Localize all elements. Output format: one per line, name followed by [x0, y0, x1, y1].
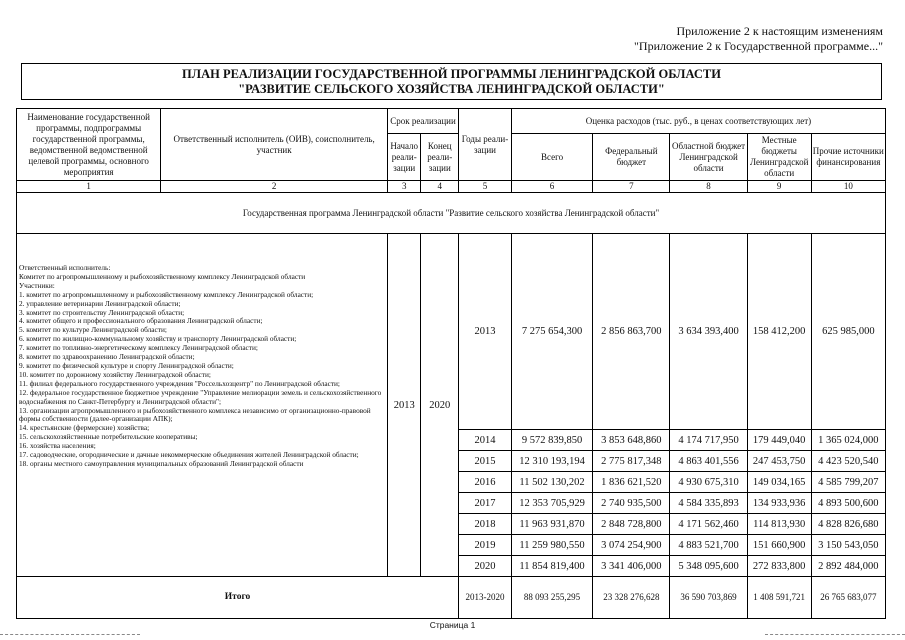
row-local: 114 813,930: [747, 514, 811, 535]
row-other: 4 828 826,680: [811, 514, 885, 535]
row-federal: 3 341 406,000: [593, 556, 670, 577]
row-year: 2020: [459, 556, 512, 577]
document-title: [21, 63, 882, 100]
row-other: 625 985,000: [811, 234, 885, 430]
executor-line: 2. управление ветеринарии Ленинградской области;: [19, 298, 181, 308]
header-years: Годы реали-зации: [459, 109, 512, 181]
appendix-line-2: "Приложение 2 к Государственной программе...": [634, 39, 883, 53]
executor-line: 17. садоводческие, огороднические и дачные некоммерческие объединения жителей Ленинградской области;: [19, 450, 359, 460]
executor-line: 11. филиал федерального государственного учреждения "Россельхозцентр" по Ленинградской области;: [19, 378, 340, 388]
col-number: 7: [593, 181, 670, 193]
header-regional: Областной бюджет Ленинградской области: [670, 134, 747, 181]
row-other: 4 893 500,600: [811, 493, 885, 514]
row-year: 2018: [459, 514, 512, 535]
header-end: Конец реали-зации: [421, 134, 459, 181]
appendix-note: [563, 24, 883, 54]
executor-line: 7. комитет по топливно-энергетическому комплексу Ленинградской области;: [19, 343, 258, 353]
row-other: 4 585 799,207: [811, 472, 885, 493]
row-local: 158 412,200: [747, 234, 811, 430]
row-local: 134 933,936: [747, 493, 811, 514]
scan-edge-line: [765, 634, 905, 635]
scan-edge-line: [0, 634, 140, 635]
executor-line: 16. хозяйства населения;: [19, 441, 96, 451]
executor-line: 8. комитет по здравоохранению Ленинградской области;: [19, 352, 195, 362]
row-total: 11 963 931,870: [511, 514, 592, 535]
executor-line: 10. комитет по дорожному хозяйству Ленинградской области;: [19, 369, 211, 379]
row-other: 3 150 543,050: [811, 535, 885, 556]
row-total: 9 572 839,850: [511, 430, 592, 451]
executors-list: [17, 234, 388, 577]
row-federal: 3 853 648,860: [593, 430, 670, 451]
row-other: 1 365 024,000: [811, 430, 885, 451]
total-federal: 23 328 276,628: [593, 577, 670, 619]
executor-line: 4. комитет общего и профессионального образования Ленинградской области;: [19, 316, 263, 326]
col-number: 10: [811, 181, 885, 193]
plan-table: [16, 108, 886, 619]
executor-line: 5. комитет по культуре Ленинградской области;: [19, 325, 167, 335]
program-title: Государственная программа Ленинградской области "Развитие сельского хозяйства Ленинградской области": [17, 193, 886, 234]
executor-line: 12. федеральное государственное бюджетное учреждение "Управление мелиорации земель и сельскохозяйственного водоснабжения по Санкт-Петербургу и Ленинградской области";: [19, 387, 382, 406]
start-year: 2013: [387, 234, 421, 577]
executor-line: 18. органы местного самоуправления муниципальных образований Ленинградской области: [19, 458, 304, 468]
row-regional: 4 930 675,310: [670, 472, 747, 493]
executor-line: 15. сельскохозяйственные потребительские кооперативы;: [19, 432, 198, 442]
col-number: 8: [670, 181, 747, 193]
row-local: 179 449,040: [747, 430, 811, 451]
row-local: 272 833,800: [747, 556, 811, 577]
total-years: 2013-2020: [459, 577, 512, 619]
row-total: 12 310 193,194: [511, 451, 592, 472]
col-number: 2: [161, 181, 388, 193]
title-line-1: ПЛАН РЕАЛИЗАЦИИ ГОСУДАРСТВЕННОЙ ПРОГРАММЫ ЛЕНИНГРАДСКОЙ ОБЛАСТИ: [182, 67, 721, 81]
total-total: 88 093 255,295: [511, 577, 592, 619]
header-start: Начало реали-зации: [387, 134, 421, 181]
executor-line: 3. комитет по строительству Ленинградской области;: [19, 307, 185, 317]
row-year: 2017: [459, 493, 512, 514]
header-other: Прочие источники финансирования: [811, 134, 885, 181]
total-regional: 36 590 703,869: [670, 577, 747, 619]
executor-line: 13. организации агропромышленного и рыбохозяйственного комплекса независимо от организационно-правовой формы собственности (далее-организации АПК);: [19, 405, 371, 424]
row-federal: 2 856 863,700: [593, 234, 670, 430]
executor-line: Участники:: [19, 280, 55, 290]
row-regional: 4 171 562,460: [670, 514, 747, 535]
header-name: Наименование государственной программы, подпрограммы государственной программы, ведомственной ведомственной целевой программы, основного мероприятия: [17, 109, 161, 181]
total-local: 1 408 591,721: [747, 577, 811, 619]
total-label: Итого: [17, 577, 459, 619]
row-local: 247 453,750: [747, 451, 811, 472]
row-other: 4 423 520,540: [811, 451, 885, 472]
col-number: 9: [747, 181, 811, 193]
header-total: Всего: [511, 134, 592, 181]
row-regional: 4 584 335,893: [670, 493, 747, 514]
row-total: 11 502 130,202: [511, 472, 592, 493]
end-year: 2020: [421, 234, 459, 577]
header-federal: Федеральный бюджет: [593, 134, 670, 181]
title-line-2: "РАЗВИТИЕ СЕЛЬСКОГО ХОЗЯЙСТВА ЛЕНИНГРАДСКОЙ ОБЛАСТИ": [238, 82, 665, 96]
page-footer: Страница 1: [429, 620, 476, 630]
col-number: 1: [17, 181, 161, 193]
executor-line: 6. комитет по жилищно-коммунальному хозяйству и транспорту Ленинградской области;: [19, 334, 297, 344]
header-term: Срок реализации: [387, 109, 458, 134]
row-year: 2015: [459, 451, 512, 472]
row-federal: 3 074 254,900: [593, 535, 670, 556]
total-other: 26 765 683,077: [811, 577, 885, 619]
row-total: 11 259 980,550: [511, 535, 592, 556]
row-regional: 4 883 521,700: [670, 535, 747, 556]
header-local: Местные бюджеты Ленинградской области: [747, 134, 811, 181]
row-federal: 2 775 817,348: [593, 451, 670, 472]
row-regional: 4 174 717,950: [670, 430, 747, 451]
executor-line: 14. крестьянские (фермерские) хозяйства;: [19, 423, 150, 433]
executor-line: Ответственный исполнитель:: [19, 263, 111, 272]
row-year: 2019: [459, 535, 512, 556]
row-regional: 3 634 393,400: [670, 234, 747, 430]
row-year: 2016: [459, 472, 512, 493]
row-year: 2013: [459, 234, 512, 430]
executor-line: 1. комитет по агропромышленному и рыбохозяйственному комплексу Ленинградской области;: [19, 289, 314, 299]
row-other: 2 892 484,000: [811, 556, 885, 577]
row-regional: 5 348 095,600: [670, 556, 747, 577]
row-local: 149 034,165: [747, 472, 811, 493]
col-number: 3: [387, 181, 421, 193]
appendix-line-1: Приложение 2 к настоящим изменениям: [676, 24, 883, 38]
row-federal: 2 740 935,500: [593, 493, 670, 514]
row-federal: 1 836 621,520: [593, 472, 670, 493]
row-total: 7 275 654,300: [511, 234, 592, 430]
row-regional: 4 863 401,556: [670, 451, 747, 472]
row-total: 12 353 705,929: [511, 493, 592, 514]
header-estimate: Оценка расходов (тыс. руб., в ценах соответствующих лет): [511, 109, 885, 134]
col-number: 6: [511, 181, 592, 193]
row-federal: 2 848 728,800: [593, 514, 670, 535]
row-year: 2014: [459, 430, 512, 451]
executor-line: 9. комитет по физической культуре и спорту Ленинградской области;: [19, 360, 234, 370]
row-total: 11 854 819,400: [511, 556, 592, 577]
row-local: 151 660,900: [747, 535, 811, 556]
header-responsible: Ответственный исполнитель (ОИВ), соисполнитель, участник: [161, 109, 388, 181]
col-number: 4: [421, 181, 459, 193]
col-number: 5: [459, 181, 512, 193]
executor-line: Комитет по агропромышленному и рыбохозяйственному комплексу Ленинградской области: [19, 271, 306, 281]
